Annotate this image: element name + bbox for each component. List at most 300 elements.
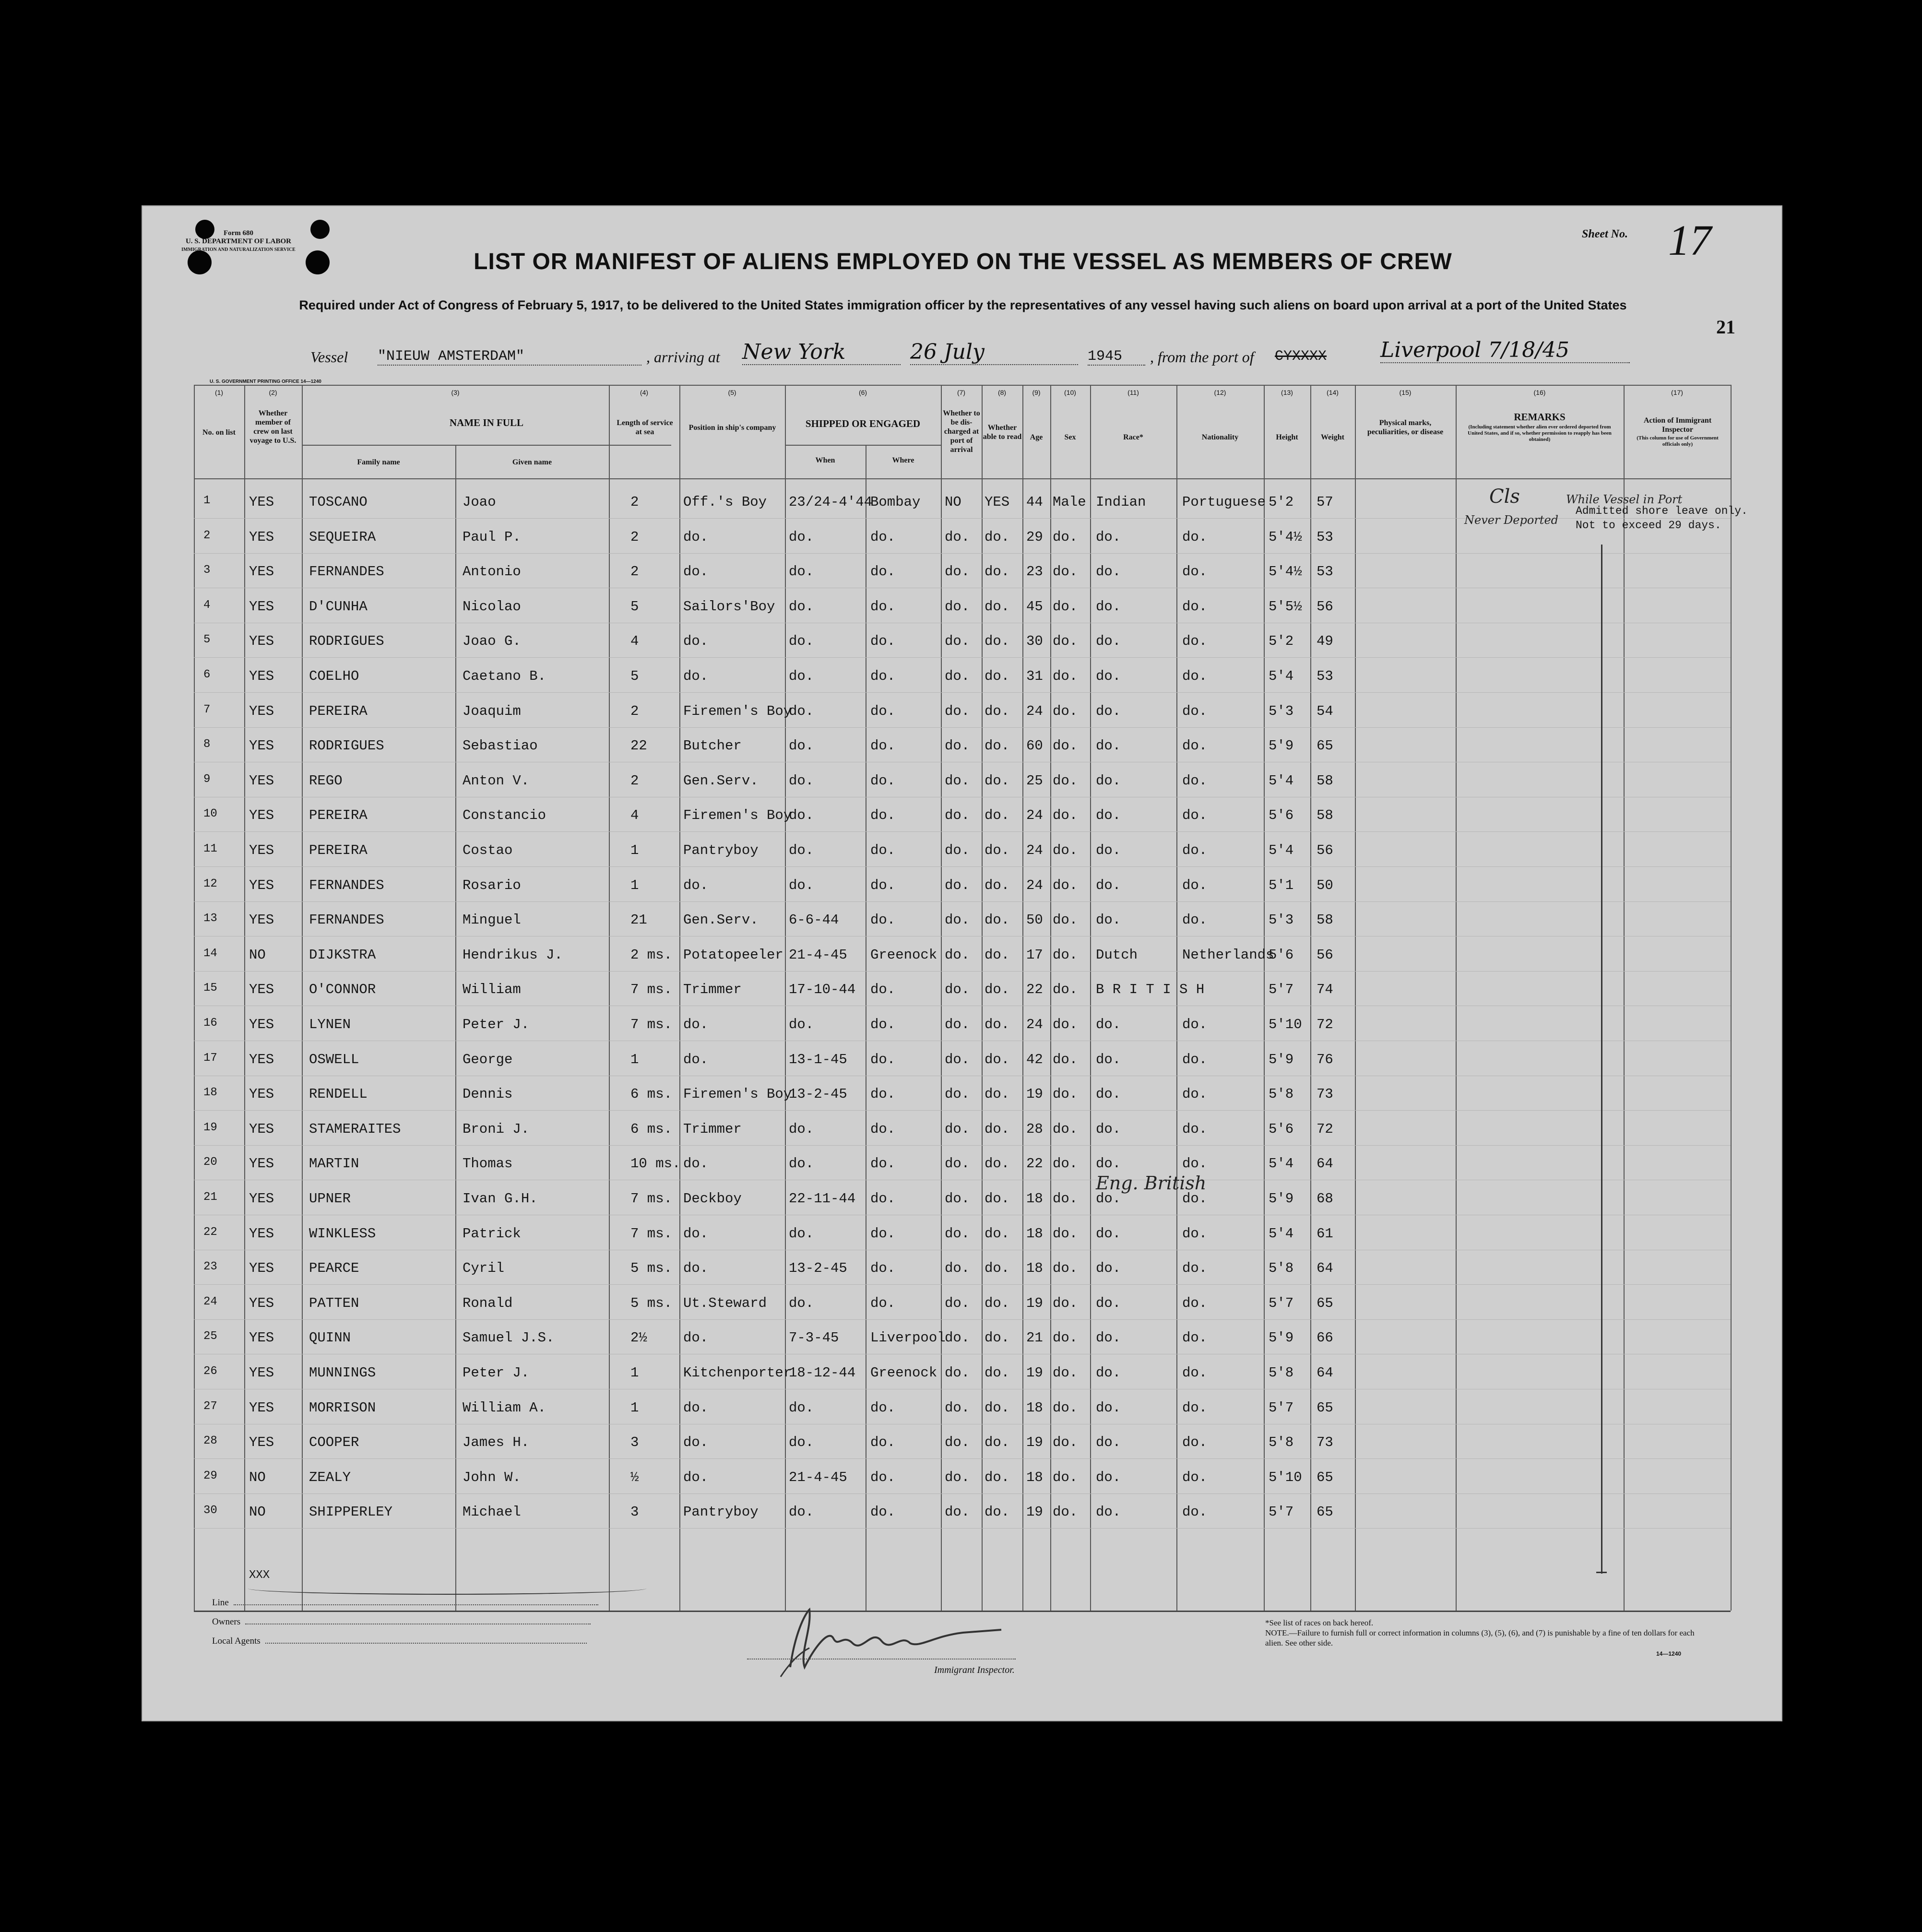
- cell-family-name: O'CONNOR: [309, 982, 376, 998]
- cell-age: 19: [1026, 1504, 1043, 1520]
- cell-service-length: 2: [630, 772, 639, 789]
- sheet-no-label: Sheet No.: [1582, 228, 1628, 240]
- col-header-discharged: Whether to be dis-charged at port of arrival: [943, 409, 980, 454]
- cell-discharged: do.: [945, 947, 970, 963]
- cell-shipped-when: do.: [789, 668, 814, 684]
- cell-last-voyage: YES: [249, 529, 274, 545]
- cell-able-to-read: do.: [985, 564, 1010, 580]
- cell-service-length: 21: [630, 912, 647, 928]
- cell-last-voyage: YES: [249, 598, 274, 615]
- cell-last-voyage: YES: [249, 842, 274, 858]
- cell-height: 5'9: [1269, 1051, 1294, 1067]
- cell-shipped-where: Greenock: [870, 1365, 937, 1381]
- cell-weight: 53: [1317, 564, 1333, 580]
- cell-family-name: PEREIRA: [309, 842, 368, 858]
- cell-height: 5'2: [1269, 494, 1294, 510]
- cell-family-name: MUNNINGS: [309, 1365, 376, 1381]
- table-row: [194, 1321, 1731, 1356]
- cell-discharged: do.: [945, 807, 970, 824]
- cell-position: Potatopeeler: [683, 947, 783, 963]
- cell-given-name: Rosario: [463, 877, 521, 893]
- cell-row-no: 15: [203, 982, 217, 995]
- cell-position: Trimmer: [683, 1121, 742, 1137]
- cell-age: 19: [1026, 1295, 1043, 1311]
- cell-age: 18: [1026, 1225, 1043, 1242]
- cell-age: 24: [1026, 807, 1043, 824]
- col-header-action: Action of Immigrant Inspector: [1643, 416, 1712, 434]
- cell-shipped-when: do.: [789, 772, 814, 789]
- cell-age: 28: [1026, 1121, 1043, 1137]
- cell-family-name: ZEALY: [309, 1469, 351, 1485]
- cell-shipped-where: do.: [870, 1504, 896, 1520]
- cell-service-length: 1: [630, 1051, 639, 1067]
- table-row: [194, 1078, 1731, 1112]
- cell-service-length: 5: [630, 598, 639, 615]
- cell-position: do.: [683, 1330, 709, 1346]
- cell-service-length: 2½: [630, 1330, 647, 1346]
- cell-age: 29: [1026, 529, 1043, 545]
- cell-height: 5'1: [1269, 877, 1294, 893]
- col-header-remarks-note: (Including statement whether alien ever ordered deported from United States, and if so, whether permission to reapply has been obtained): [1468, 424, 1612, 442]
- cell-height: 5'7: [1269, 982, 1294, 998]
- cell-weight: 64: [1317, 1260, 1333, 1277]
- cell-given-name: Michael: [463, 1504, 521, 1520]
- col-header-action-note: (This column for use of Government officials only): [1637, 435, 1719, 447]
- cell-service-length: 2: [630, 529, 639, 545]
- cell-discharged: do.: [945, 1504, 970, 1520]
- cell-weight: 57: [1317, 494, 1333, 510]
- col-num: (17): [1671, 389, 1683, 396]
- cell-discharged: do.: [945, 772, 970, 789]
- cell-service-length: 2: [630, 564, 639, 580]
- col-header-shipped: SHIPPED OR ENGAGED: [805, 418, 921, 429]
- cell-position: do.: [683, 1017, 709, 1032]
- cell-height: 5'10: [1269, 1469, 1302, 1485]
- cell-race: do.: [1096, 1330, 1121, 1346]
- cell-height: 5'9: [1269, 1191, 1294, 1207]
- cell-height: 5'4½: [1269, 564, 1302, 580]
- cell-weight: 56: [1317, 842, 1333, 858]
- col-num: (14): [1327, 389, 1339, 396]
- cell-sex: do.: [1053, 703, 1078, 719]
- cell-height: 5'4: [1269, 772, 1294, 789]
- cell-shipped-where: do.: [870, 982, 896, 998]
- sheet-no-value: 17: [1668, 217, 1711, 264]
- col-num: (15): [1399, 389, 1412, 396]
- cell-given-name: Peter J.: [463, 1017, 530, 1032]
- table-row: [194, 903, 1731, 938]
- cell-service-length: 5 ms.: [630, 1295, 673, 1311]
- cell-row-no: 28: [203, 1434, 217, 1448]
- cell-discharged: do.: [945, 703, 970, 719]
- cell-shipped-when: 6-6-44: [789, 912, 839, 928]
- cell-able-to-read: do.: [985, 1330, 1010, 1346]
- action-column-bracket: [1601, 545, 1602, 1574]
- cell-nationality: do.: [1182, 1434, 1208, 1451]
- cell-family-name: DIJKSTRA: [309, 947, 376, 963]
- cell-race: do.: [1096, 877, 1121, 893]
- cell-row-no: 21: [203, 1191, 217, 1204]
- cell-last-voyage: YES: [249, 1017, 274, 1032]
- cell-able-to-read: do.: [985, 1469, 1010, 1485]
- cell-sex: do.: [1053, 668, 1078, 684]
- cell-given-name: William A.: [463, 1399, 546, 1416]
- cell-position: do.: [683, 877, 709, 893]
- cell-sex: do.: [1053, 1225, 1078, 1242]
- cell-given-name: Joao G.: [463, 633, 521, 650]
- cell-race: do.: [1096, 564, 1121, 580]
- cell-nationality: do.: [1182, 807, 1208, 824]
- cell-last-voyage: YES: [249, 633, 274, 650]
- cell-last-voyage: YES: [249, 1365, 274, 1381]
- cell-weight: 61: [1317, 1225, 1333, 1242]
- cell-age: 21: [1026, 1330, 1043, 1346]
- cell-family-name: PEREIRA: [309, 703, 368, 719]
- cell-height: 5'6: [1269, 1121, 1294, 1137]
- cell-sex: do.: [1053, 1434, 1078, 1451]
- cell-family-name: MORRISON: [309, 1399, 376, 1416]
- cell-position: Firemen's Boy: [683, 807, 792, 824]
- cell-sex: do.: [1053, 529, 1078, 545]
- cell-age: 24: [1026, 842, 1043, 858]
- cell-sex: Male: [1053, 494, 1086, 510]
- cell-race: do.: [1096, 1469, 1121, 1485]
- remarks-cls: Cls: [1489, 486, 1520, 508]
- race-correction: Eng. British: [1096, 1173, 1207, 1194]
- table-row: [194, 764, 1731, 799]
- cell-row-no: 24: [203, 1295, 217, 1308]
- cell-position: Trimmer: [683, 982, 742, 998]
- cell-shipped-where: do.: [870, 738, 896, 754]
- cell-discharged: do.: [945, 1051, 970, 1067]
- cell-last-voyage: YES: [249, 807, 274, 824]
- cell-race: do.: [1096, 1225, 1121, 1242]
- cell-family-name: RODRIGUES: [309, 633, 384, 650]
- cell-nationality: do.: [1182, 842, 1208, 858]
- cell-row-no: 5: [203, 633, 211, 647]
- cell-age: 18: [1026, 1469, 1043, 1485]
- cell-able-to-read: do.: [985, 1191, 1010, 1207]
- cell-shipped-where: do.: [870, 668, 896, 684]
- cell-position: do.: [683, 1434, 709, 1451]
- table-row: [194, 834, 1731, 868]
- cell-race: do.: [1096, 1086, 1121, 1102]
- cell-age: 24: [1026, 1017, 1043, 1032]
- cell-given-name: John W.: [463, 1469, 521, 1485]
- table-row: [194, 1182, 1731, 1217]
- page-title: LIST OR MANIFEST OF ALIENS EMPLOYED ON THE VESSEL AS MEMBERS OF CREW: [474, 249, 1452, 274]
- cell-discharged: do.: [945, 1330, 970, 1346]
- cell-shipped-when: 23/24-4'44: [789, 494, 873, 510]
- cell-last-voyage: YES: [249, 738, 274, 754]
- cell-discharged: do.: [945, 738, 970, 754]
- col-num: (13): [1281, 389, 1293, 396]
- cell-family-name: COELHO: [309, 668, 359, 684]
- cell-able-to-read: do.: [985, 1225, 1010, 1242]
- cell-shipped-when: 7-3-45: [789, 1330, 839, 1346]
- cell-sex: do.: [1053, 598, 1078, 615]
- cell-race: do.: [1096, 912, 1121, 928]
- cell-family-name: FERNANDES: [309, 912, 384, 928]
- cell-position: Sailors'Boy: [683, 598, 775, 615]
- cell-given-name: Cyril: [463, 1260, 505, 1277]
- cell-discharged: NO: [945, 494, 961, 510]
- cell-last-voyage: YES: [249, 1260, 274, 1277]
- cell-age: 30: [1026, 633, 1043, 650]
- cell-service-length: 7 ms.: [630, 1225, 673, 1242]
- cell-position: Ut.Steward: [683, 1295, 767, 1311]
- cell-weight: 56: [1317, 598, 1333, 615]
- cell-last-voyage: YES: [249, 912, 274, 928]
- cell-able-to-read: YES: [985, 494, 1010, 510]
- cell-sex: do.: [1053, 947, 1078, 963]
- cell-weight: 65: [1317, 1295, 1333, 1311]
- cell-row-no: 2: [203, 529, 211, 542]
- cell-able-to-read: do.: [985, 807, 1010, 824]
- cell-last-voyage: YES: [249, 1156, 274, 1172]
- cell-row-no: 3: [203, 564, 211, 577]
- from-port-label: , from the port of: [1150, 348, 1254, 366]
- col-header-physical: Physical marks, peculiarities, or disease: [1367, 419, 1444, 436]
- vessel-name: "NIEUW AMSTERDAM": [378, 348, 641, 366]
- cell-race: do.: [1096, 668, 1121, 684]
- cell-age: 18: [1026, 1191, 1043, 1207]
- cell-row-no: 29: [203, 1469, 217, 1482]
- cell-service-length: 1: [630, 842, 639, 858]
- cell-position: Butcher: [683, 738, 742, 754]
- cell-sex: do.: [1053, 1191, 1078, 1207]
- table-row: [194, 625, 1731, 659]
- cell-given-name: Antonio: [463, 564, 521, 580]
- cell-shipped-when: do.: [789, 877, 814, 893]
- cell-able-to-read: do.: [985, 1399, 1010, 1416]
- cell-discharged: do.: [945, 1399, 970, 1416]
- cell-height: 5'7: [1269, 1295, 1294, 1311]
- cell-race: do.: [1096, 1434, 1121, 1451]
- cell-shipped-when: 21-4-45: [789, 947, 847, 963]
- cell-position: Firemen's Boy: [683, 703, 792, 719]
- form-number: 14—1240: [1656, 1650, 1682, 1657]
- cell-position: do.: [683, 1156, 709, 1172]
- cell-row-no: 18: [203, 1086, 217, 1100]
- cell-shipped-where: do.: [870, 564, 896, 580]
- cell-row-no: 12: [203, 877, 217, 890]
- cell-discharged: do.: [945, 668, 970, 684]
- cell-race: Indian: [1096, 494, 1146, 510]
- cell-last-voyage: YES: [249, 772, 274, 789]
- row-end-flourish: [248, 1582, 646, 1595]
- cell-nationality: do.: [1182, 598, 1208, 615]
- cell-row-no: 30: [203, 1504, 217, 1517]
- cell-nationality: do.: [1182, 772, 1208, 789]
- cell-position: do.: [683, 633, 709, 650]
- footer-owners: Owners: [212, 1617, 591, 1627]
- col-header-name: NAME IN FULL: [449, 417, 523, 428]
- cell-sex: do.: [1053, 1051, 1078, 1067]
- cell-weight: 65: [1317, 1504, 1333, 1520]
- col-header-race: Race*: [1123, 433, 1143, 441]
- cell-age: 25: [1026, 772, 1043, 789]
- cell-position: do.: [683, 564, 709, 580]
- cell-weight: 58: [1317, 772, 1333, 789]
- cell-shipped-when: 13-1-45: [789, 1051, 847, 1067]
- cell-height: 5'4: [1269, 1156, 1294, 1172]
- cell-shipped-when: do.: [789, 842, 814, 858]
- col-num: (8): [997, 389, 1007, 396]
- cell-height: 5'6: [1269, 947, 1294, 963]
- cell-nationality: do.: [1182, 529, 1208, 545]
- cell-shipped-when: 21-4-45: [789, 1469, 847, 1485]
- table-row: [194, 555, 1731, 590]
- cell-weight: 50: [1317, 877, 1333, 893]
- cell-family-name: TOSCANO: [309, 494, 368, 510]
- cell-sex: do.: [1053, 1295, 1078, 1311]
- cell-race: do.: [1096, 738, 1121, 754]
- cell-discharged: do.: [945, 1469, 970, 1485]
- gpo-imprint: U. S. GOVERNMENT PRINTING OFFICE 14—1240: [210, 379, 321, 384]
- cell-shipped-when: do.: [789, 738, 814, 754]
- cell-sex: do.: [1053, 1469, 1078, 1485]
- cell-last-voyage: YES: [249, 564, 274, 580]
- col-num: (16): [1533, 389, 1546, 396]
- cell-height: 5'9: [1269, 738, 1294, 754]
- cell-discharged: do.: [945, 1086, 970, 1102]
- cell-weight: 56: [1317, 947, 1333, 963]
- col-header-no: No. on list: [202, 428, 236, 437]
- cell-weight: 74: [1317, 982, 1333, 998]
- cell-sex: do.: [1053, 772, 1078, 789]
- cell-age: 19: [1026, 1365, 1043, 1381]
- cell-given-name: Nicolao: [463, 598, 521, 615]
- cell-shipped-when: do.: [789, 1504, 814, 1520]
- cell-race: do.: [1096, 633, 1121, 650]
- cell-able-to-read: do.: [985, 1295, 1010, 1311]
- cell-able-to-read: do.: [985, 1156, 1010, 1172]
- col-header-where: Where: [892, 456, 914, 464]
- cell-sex: do.: [1053, 1504, 1078, 1520]
- cell-discharged: do.: [945, 598, 970, 615]
- cell-able-to-read: do.: [985, 1260, 1010, 1277]
- col-header-when: When: [815, 456, 835, 464]
- cell-weight: 72: [1317, 1017, 1333, 1032]
- cell-shipped-when: 22-11-44: [789, 1191, 856, 1207]
- cell-discharged: do.: [945, 1121, 970, 1137]
- cell-last-voyage: YES: [249, 494, 274, 510]
- cell-sex: do.: [1053, 877, 1078, 893]
- cell-weight: 54: [1317, 703, 1333, 719]
- cell-discharged: do.: [945, 564, 970, 580]
- action-days-limit: Not to exceed 29 days.: [1576, 519, 1721, 532]
- cell-last-voyage: YES: [249, 1330, 274, 1346]
- table-row: [194, 938, 1731, 973]
- cell-age: 22: [1026, 1156, 1043, 1172]
- cell-given-name: Patrick: [463, 1225, 521, 1242]
- cell-shipped-where: do.: [870, 1191, 896, 1207]
- cell-row-no: 6: [203, 668, 211, 681]
- cell-sex: do.: [1053, 1260, 1078, 1277]
- cell-given-name: Constancio: [463, 807, 546, 824]
- departure-port: Liverpool 7/18/45: [1380, 338, 1630, 363]
- cell-last-voyage: YES: [249, 1399, 274, 1416]
- vessel-label: Vessel: [310, 348, 348, 366]
- cell-row-no: 20: [203, 1156, 217, 1169]
- cell-last-voyage: YES: [249, 1295, 274, 1311]
- cell-row-no: 8: [203, 738, 211, 751]
- table-row: [194, 1043, 1731, 1078]
- cell-family-name: SEQUEIRA: [309, 529, 376, 545]
- cell-shipped-where: do.: [870, 877, 896, 893]
- col-num: (4): [640, 389, 649, 396]
- cell-race: do.: [1096, 703, 1121, 719]
- col-header-nationality: Nationality: [1201, 433, 1239, 441]
- cell-shipped-when: do.: [789, 1017, 814, 1032]
- cell-nationality: do.: [1182, 703, 1208, 719]
- cell-discharged: do.: [945, 912, 970, 928]
- cell-race: do.: [1096, 598, 1121, 615]
- cell-able-to-read: do.: [985, 842, 1010, 858]
- cell-sex: do.: [1053, 807, 1078, 824]
- cell-age: 42: [1026, 1051, 1043, 1067]
- cell-weight: 58: [1317, 807, 1333, 824]
- cell-row-no: 23: [203, 1260, 217, 1274]
- cell-height: 5'7: [1269, 1399, 1294, 1416]
- cell-discharged: do.: [945, 1365, 970, 1381]
- cell-given-name: Samuel J.S.: [463, 1330, 555, 1346]
- cell-family-name: PEREIRA: [309, 807, 368, 824]
- cell-position: do.: [683, 1260, 709, 1277]
- cell-nationality: do.: [1182, 1051, 1208, 1067]
- cell-given-name: Dennis: [463, 1086, 513, 1102]
- footer-notes: *See list of races on back hereof. NOTE.—Failure to furnish full or correct information in columns (3), (5), (6), and (7) is punishable by a fine of ten dollars for each alien. See other side.: [1265, 1618, 1695, 1648]
- cell-position: do.: [683, 529, 709, 545]
- cell-last-voyage: YES: [249, 703, 274, 719]
- cell-able-to-read: do.: [985, 877, 1010, 893]
- cell-height: 5'6: [1269, 807, 1294, 824]
- cell-service-length: 7 ms.: [630, 1017, 673, 1032]
- cell-able-to-read: do.: [985, 1504, 1010, 1520]
- cell-shipped-where: do.: [870, 1434, 896, 1451]
- cell-position: Gen.Serv.: [683, 772, 759, 789]
- cell-position: Off.'s Boy: [683, 494, 767, 510]
- cell-race: do.: [1096, 1051, 1121, 1067]
- cell-nationality: do.: [1182, 668, 1208, 684]
- table-row: [194, 1287, 1731, 1321]
- cell-nationality: do.: [1182, 1260, 1208, 1277]
- cell-shipped-where: Bombay: [870, 494, 921, 510]
- cell-family-name: COOPER: [309, 1434, 359, 1451]
- cell-service-length: 10 ms.: [630, 1156, 681, 1172]
- cell-sex: do.: [1053, 1399, 1078, 1416]
- cell-race: do.: [1096, 807, 1121, 824]
- col-header-position: Position in ship's company: [688, 424, 776, 432]
- cell-shipped-where: do.: [870, 529, 896, 545]
- cell-shipped-where: do.: [870, 598, 896, 615]
- cell-position: Deckboy: [683, 1191, 742, 1207]
- cell-shipped-when: do.: [789, 1399, 814, 1416]
- cell-weight: 73: [1317, 1434, 1333, 1451]
- cell-row-no: 16: [203, 1017, 217, 1030]
- cell-row-no: 22: [203, 1225, 217, 1239]
- cell-height: 5'4: [1269, 668, 1294, 684]
- table-row: [194, 973, 1731, 1007]
- cell-shipped-where: do.: [870, 1225, 896, 1242]
- cell-given-name: Caetano B.: [463, 668, 546, 684]
- cell-discharged: do.: [945, 1191, 970, 1207]
- cell-shipped-when: do.: [789, 1434, 814, 1451]
- table-row: [194, 799, 1731, 833]
- table-row: [194, 1113, 1731, 1147]
- cell-service-length: 3: [630, 1434, 639, 1451]
